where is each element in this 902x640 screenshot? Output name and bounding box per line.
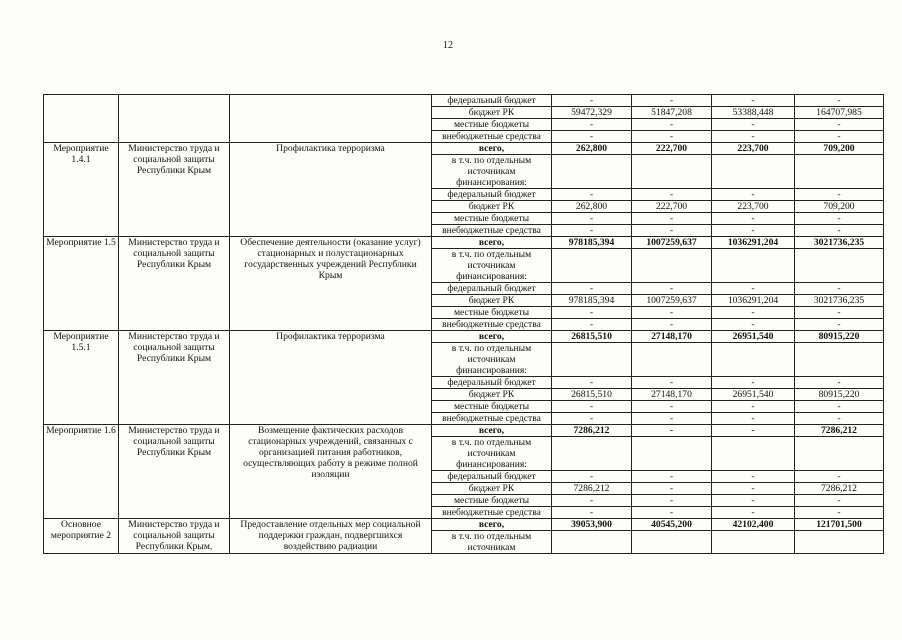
amount-cell: 709,200	[795, 201, 884, 213]
amount-cell: 7286,212	[552, 483, 632, 495]
funding-source-cell: всего,	[432, 143, 552, 155]
amount-cell: -	[552, 225, 632, 237]
amount-cell: -	[795, 401, 884, 413]
amount-cell: -	[632, 507, 712, 519]
amount-cell: 262,800	[552, 143, 632, 155]
amount-cell: -	[795, 413, 884, 425]
funding-source-cell: внебюджетные средства	[432, 319, 552, 331]
amount-cell: -	[552, 307, 632, 319]
amount-cell	[712, 437, 795, 471]
amount-cell	[552, 249, 632, 283]
amount-cell: 59472,329	[552, 107, 632, 119]
amount-cell: -	[552, 401, 632, 413]
amount-cell: -	[795, 225, 884, 237]
amount-cell: -	[552, 119, 632, 131]
amount-cell: -	[795, 307, 884, 319]
funding-source-cell: бюджет РК	[432, 295, 552, 307]
amount-cell: 80915,220	[795, 389, 884, 401]
amount-cell: 1036291,204	[712, 237, 795, 249]
executor-cell: Министерство труда и социальной защиты Республики Крым	[119, 425, 230, 519]
amount-cell: 3021736,235	[795, 237, 884, 249]
executor-cell: Министерство труда и социальной защиты Республики Крым	[119, 143, 230, 237]
amount-cell: 262,800	[552, 201, 632, 213]
amount-cell: -	[552, 495, 632, 507]
amount-cell	[552, 343, 632, 377]
event-cell: Мероприятие 1.6	[44, 425, 119, 519]
amount-cell: -	[552, 283, 632, 295]
amount-cell: 978185,394	[552, 237, 632, 249]
amount-cell: -	[795, 319, 884, 331]
amount-cell: -	[632, 413, 712, 425]
amount-cell: -	[795, 377, 884, 389]
amount-cell: -	[712, 471, 795, 483]
amount-cell: -	[632, 131, 712, 143]
amount-cell: -	[632, 425, 712, 437]
event-cell: Мероприятие 1.4.1	[44, 143, 119, 237]
amount-cell: -	[712, 425, 795, 437]
funding-source-cell: в т.ч. по отдельным источникам финансирования:	[432, 155, 552, 189]
amount-cell: 1007259,637	[632, 237, 712, 249]
amount-cell: -	[712, 483, 795, 495]
amount-cell	[632, 343, 712, 377]
executor-cell: Министерство труда и социальной защиты Республики Крым	[119, 237, 230, 331]
amount-cell: 222,700	[632, 143, 712, 155]
funding-source-cell: внебюджетные средства	[432, 131, 552, 143]
amount-cell: 40545,200	[632, 519, 712, 531]
funding-source-cell: внебюджетные средства	[432, 507, 552, 519]
funding-source-cell: местные бюджеты	[432, 495, 552, 507]
amount-cell: 53388,448	[712, 107, 795, 119]
amount-cell: 223,700	[712, 201, 795, 213]
amount-cell: -	[632, 189, 712, 201]
amount-cell: -	[632, 319, 712, 331]
funding-source-cell: в т.ч. по отдельным источникам финансирования:	[432, 249, 552, 283]
executor-cell: Министерство труда и социальной защиты Республики Крым,	[119, 519, 230, 554]
page-number: 12	[443, 40, 453, 51]
funding-source-cell: федеральный бюджет	[432, 377, 552, 389]
amount-cell	[552, 437, 632, 471]
funding-source-cell: федеральный бюджет	[432, 471, 552, 483]
amount-cell: -	[552, 319, 632, 331]
amount-cell: -	[795, 119, 884, 131]
amount-cell: -	[795, 213, 884, 225]
amount-cell: 42102,400	[712, 519, 795, 531]
event-cell: Мероприятие 1.5	[44, 237, 119, 331]
amount-cell: 709,200	[795, 143, 884, 155]
amount-cell	[552, 531, 632, 554]
table-row	[44, 95, 884, 107]
amount-cell: -	[632, 225, 712, 237]
amount-cell: 39053,900	[552, 519, 632, 531]
event-cell	[44, 95, 119, 143]
amount-cell: 7286,212	[795, 425, 884, 437]
amount-cell: -	[552, 131, 632, 143]
amount-cell: 3021736,235	[795, 295, 884, 307]
funding-source-cell: бюджет РК	[432, 483, 552, 495]
amount-cell: -	[712, 377, 795, 389]
amount-cell: -	[712, 213, 795, 225]
funding-source-cell: внебюджетные средства	[432, 413, 552, 425]
executor-cell	[119, 95, 230, 143]
amount-cell: -	[552, 95, 632, 107]
amount-cell: -	[632, 377, 712, 389]
amount-cell: -	[632, 483, 712, 495]
amount-cell: 164707,985	[795, 107, 884, 119]
amount-cell: 1007259,637	[632, 295, 712, 307]
amount-cell: -	[552, 507, 632, 519]
amount-cell: -	[712, 413, 795, 425]
amount-cell: -	[632, 471, 712, 483]
amount-cell	[632, 249, 712, 283]
description-cell: Предоставление отдельных мер социальной поддержки граждан, подвергшихся воздействию радиации	[230, 519, 432, 554]
amount-cell: 26815,510	[552, 331, 632, 343]
amount-cell: 26951,540	[712, 389, 795, 401]
amount-cell	[795, 531, 884, 554]
executor-cell: Министерство труда и социальной защиты Республики Крым	[119, 331, 230, 425]
funding-source-cell: всего,	[432, 425, 552, 437]
amount-cell: -	[712, 401, 795, 413]
amount-cell: -	[552, 471, 632, 483]
amount-cell	[795, 437, 884, 471]
amount-cell: -	[632, 119, 712, 131]
amount-cell: 27148,170	[632, 389, 712, 401]
amount-cell: -	[712, 225, 795, 237]
amount-cell: -	[795, 471, 884, 483]
event-cell: Мероприятие 1.5.1	[44, 331, 119, 425]
amount-cell: -	[632, 401, 712, 413]
amount-cell: 121701,500	[795, 519, 884, 531]
table-row	[44, 331, 884, 343]
amount-cell: -	[712, 307, 795, 319]
amount-cell	[795, 249, 884, 283]
amount-cell: -	[632, 283, 712, 295]
amount-cell	[712, 531, 795, 554]
amount-cell: -	[712, 189, 795, 201]
amount-cell: -	[712, 119, 795, 131]
description-cell: Обеспечение деятельности (оказание услуг) стационарных и полустационарных государственных учреждений Республики Крым	[230, 237, 432, 331]
amount-cell: -	[552, 377, 632, 389]
amount-cell: 223,700	[712, 143, 795, 155]
amount-cell: -	[712, 507, 795, 519]
amount-cell: 222,700	[632, 201, 712, 213]
amount-cell: 51847,208	[632, 107, 712, 119]
amount-cell: 978185,394	[552, 295, 632, 307]
amount-cell: -	[712, 495, 795, 507]
funding-source-cell: всего,	[432, 519, 552, 531]
table-row	[44, 425, 884, 437]
amount-cell: 80915,220	[795, 331, 884, 343]
amount-cell: -	[795, 495, 884, 507]
amount-cell: -	[712, 131, 795, 143]
amount-cell: -	[712, 319, 795, 331]
funding-source-cell: бюджет РК	[432, 389, 552, 401]
table-row	[44, 143, 884, 155]
amount-cell	[795, 155, 884, 189]
amount-cell	[712, 343, 795, 377]
amount-cell: -	[632, 307, 712, 319]
amount-cell: -	[552, 213, 632, 225]
amount-cell	[712, 249, 795, 283]
funding-source-cell: местные бюджеты	[432, 213, 552, 225]
amount-cell: 26951,540	[712, 331, 795, 343]
funding-source-cell: местные бюджеты	[432, 119, 552, 131]
description-cell	[230, 95, 432, 143]
funding-source-cell: бюджет РК	[432, 107, 552, 119]
table-row	[44, 519, 884, 531]
funding-source-cell: в т.ч. по отдельным источникам	[432, 531, 552, 554]
amount-cell: -	[795, 95, 884, 107]
funding-source-cell: местные бюджеты	[432, 307, 552, 319]
amount-cell	[552, 155, 632, 189]
description-cell: Профилактика терроризма	[230, 331, 432, 425]
funding-source-cell: бюджет РК	[432, 201, 552, 213]
amount-cell: 27148,170	[632, 331, 712, 343]
amount-cell: 1036291,204	[712, 295, 795, 307]
description-cell: Профилактика терроризма	[230, 143, 432, 237]
funding-source-cell: федеральный бюджет	[432, 95, 552, 107]
amount-cell: -	[795, 189, 884, 201]
funding-source-cell: местные бюджеты	[432, 401, 552, 413]
event-cell: Основное мероприятие 2	[44, 519, 119, 554]
amount-cell: 26815,510	[552, 389, 632, 401]
funding-source-cell: всего,	[432, 237, 552, 249]
amount-cell: -	[712, 283, 795, 295]
amount-cell: 7286,212	[795, 483, 884, 495]
amount-cell	[795, 343, 884, 377]
amount-cell: -	[552, 189, 632, 201]
amount-cell: -	[795, 283, 884, 295]
amount-cell: -	[795, 131, 884, 143]
description-cell: Возмещение фактических расходов стационарных учреждений, связанных с организацией питания работников, осуществляющих работу в режиме полной изоляции	[230, 425, 432, 519]
funding-source-cell: в т.ч. по отдельным источникам финансирования:	[432, 437, 552, 471]
amount-cell: 7286,212	[552, 425, 632, 437]
amount-cell: -	[712, 95, 795, 107]
amount-cell	[632, 437, 712, 471]
funding-source-cell: федеральный бюджет	[432, 189, 552, 201]
budget-table	[43, 94, 884, 554]
funding-source-cell: в т.ч. по отдельным источникам финансирования:	[432, 343, 552, 377]
amount-cell	[632, 531, 712, 554]
amount-cell	[712, 155, 795, 189]
amount-cell: -	[632, 495, 712, 507]
table-row	[44, 237, 884, 249]
funding-source-cell: всего,	[432, 331, 552, 343]
funding-source-cell: федеральный бюджет	[432, 283, 552, 295]
funding-source-cell: внебюджетные средства	[432, 225, 552, 237]
amount-cell: -	[795, 507, 884, 519]
amount-cell: -	[632, 213, 712, 225]
amount-cell: -	[552, 413, 632, 425]
amount-cell	[632, 155, 712, 189]
amount-cell: -	[632, 95, 712, 107]
